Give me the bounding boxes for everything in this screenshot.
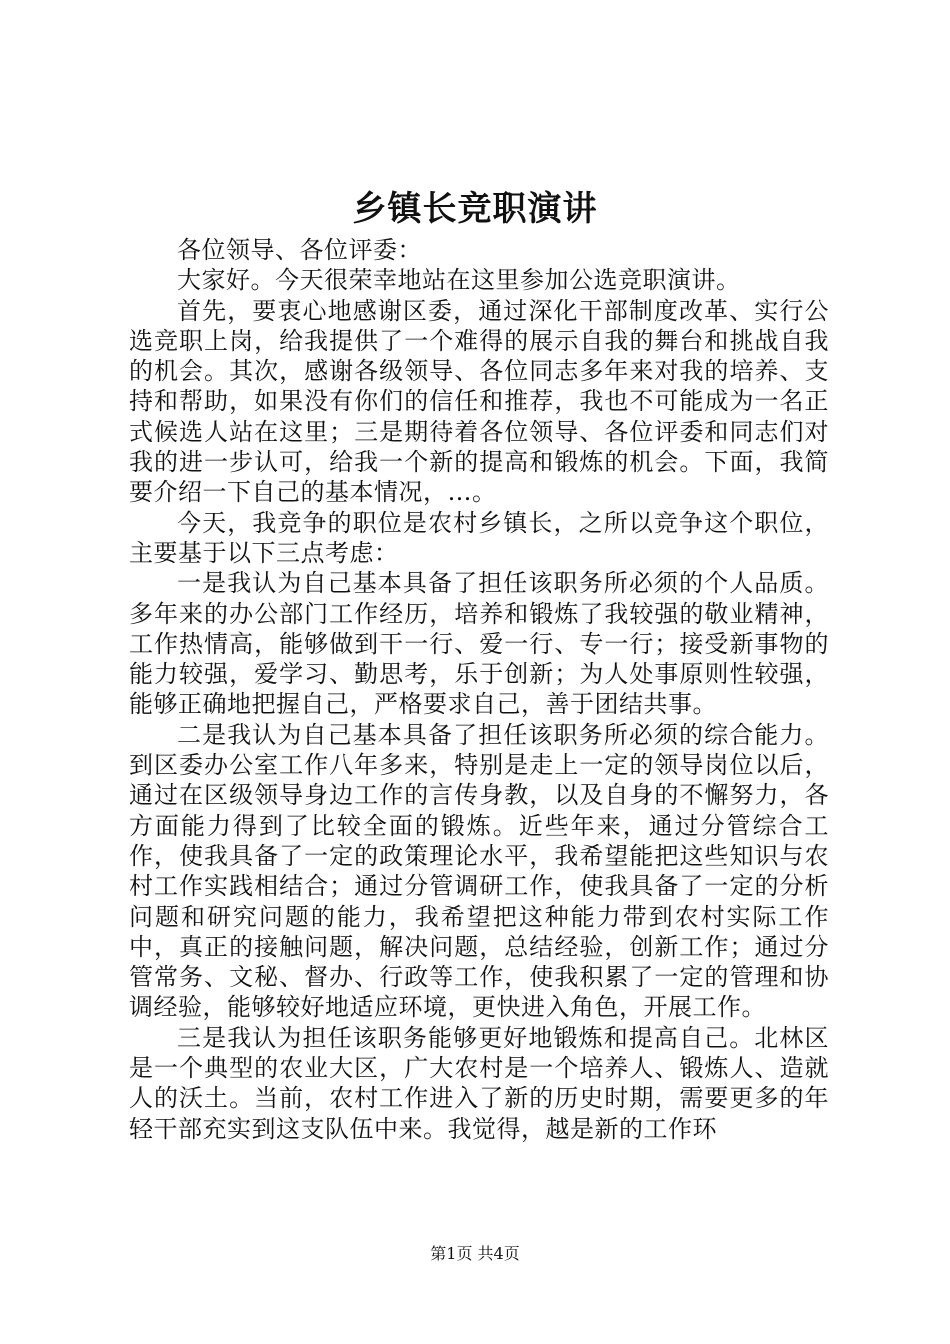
thanks-paragraph: 首先，要衷心地感谢区委，通过深化干部制度改革、实行公选竞职上岗，给我提供了一个难得的展示自我的舞台和挑战自我的机会。其次，感谢各级领导、各位同志多年来对我的培养、支持和帮助，如果没有你们的信任和推荐，我也不可能成为一名正式候选人站在这里；三是期待着各位领导、各位评委和同志们对我的进一步认可，给我一个新的提高和锻炼的机会。下面，我简要介绍一下自己的基本情况，…。 bbox=[129, 296, 829, 507]
position-paragraph: 今天，我竞争的职位是农村乡镇长，之所以竞争这个职位，主要基于以下三点考虑： bbox=[129, 508, 829, 567]
point-two-paragraph: 二是我认为自己基本具备了担任该职务所必须的综合能力。到区委办公室工作八年多来，特别是走上一定的领导岗位以后，通过在区级领导身边工作的言传身教，以及自身的不懈努力，各方面能力得到了比较全面的锻炼。近些年来，通过分管综合工作，使我具备了一定的政策理论水平，我希望能把这些知识与农村工作实践相结合；通过分管调研工作，使我具备了一定的分析问题和研究问题的能力，我希望把这种能力带到农村实际工作中，真正的接触问题，解决问题，总结经验，创新工作；通过分管常务、文秘、督办、行政等工作，使我积累了一定的管理和协调经验，能够较好地适应环境，更快进入角色，开展工作。 bbox=[129, 720, 829, 1022]
greeting-paragraph: 大家好。今天很荣幸地站在这里参加公选竞职演讲。 bbox=[177, 266, 741, 295]
salutation-paragraph: 各位领导、各位评委： bbox=[177, 236, 422, 264]
page-number-footer: 第1页 共4页 bbox=[430, 1244, 520, 1263]
point-one-paragraph: 一是我认为自己基本具备了担任该职务所必须的个人品质。多年来的办公部门工作经历，培养和锻炼了我较强的敬业精神，工作热情高，能够做到干一行、爱一行、专一行；接受新事物的能力较强，爱学习、勤思考，乐于创新；为人处事原则性较强，能够正确地把握自己，严格要求自己，善于团结共事。 bbox=[129, 569, 829, 719]
point-three-paragraph: 三是我认为担任该职务能够更好地锻炼和提高自己。北林区是一个典型的农业大区，广大农村是一个培养人、锻炼人、造就人的沃土。当前，农村工作进入了新的历史时期，需要更多的年轻干部充实到这支队伍中来。我觉得，越是新的工作环 bbox=[129, 1023, 829, 1143]
document-body bbox=[129, 235, 829, 1144]
document-title: 乡镇长竞职演讲 bbox=[352, 189, 598, 229]
